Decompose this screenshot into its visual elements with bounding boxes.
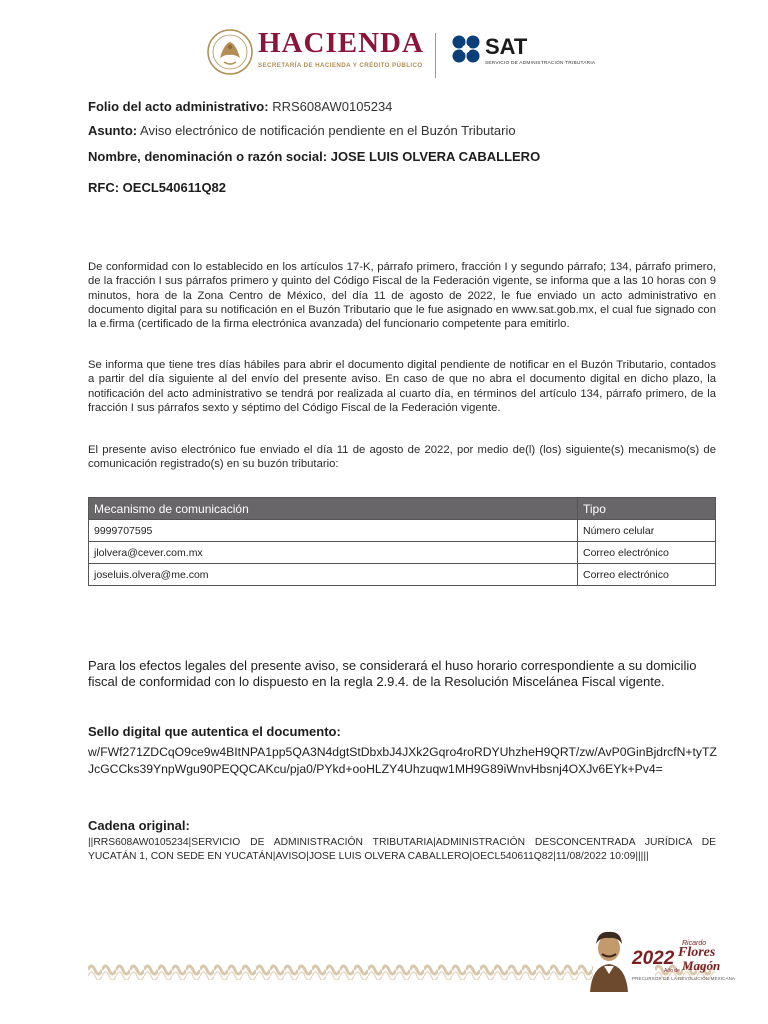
footer-year: 2022 [632, 948, 675, 969]
paragraph-notification: De conformidad con lo establecido en los artículos 17-K, párrafo primero, fracción I y segundo párrafo; 134, párrafo primero, de la fracción I sus párrafos primero y quinto del Código Fiscal de la Federación vigente, se informa que a las 10 horas con 9 minutos, hora de la Zona Centro de México, del día 11 de agosto de 2022, le fue enviado un acto administrativo en documento digital para su notificación en el Buzón Tributario que le fue asignado en www.sat.gob.mx, el cual fue signado con la e.firma (certificado de la firma electrónica avanzada) del funcionario competente para emitirlo. [88, 261, 716, 331]
footer-tagline: PRECURSOR DE LA REVOLUCIÓN MEXICANA [632, 976, 736, 981]
rfc-label: RFC: [88, 180, 120, 195]
table-header-row [89, 498, 716, 520]
flores-magon-footer-logo [586, 928, 736, 992]
decorative-band-left [88, 960, 593, 980]
hacienda-subtitle: SECRETARÍA DE HACIENDA Y CRÉDITO PÚBLICO [258, 62, 423, 69]
nombre-line [88, 149, 540, 164]
type-cell: Correo electrónico [578, 542, 716, 564]
folio-label: Folio del acto administrativo: [88, 99, 269, 114]
flores-magon-portrait-icon [586, 928, 632, 992]
mechanism-cell: joseluis.olvera@me.com [89, 564, 578, 586]
sello-value: w/FWf271ZDCqO9ce9w4BItNPA1pp5QA3N4dgtStDbxbJ4JXk2Gqro4roRDYUhzheH9QRT/zw/AvP0GinBjdrcfN+tyTZJcGCCks39YnpWgu90PEQQCAKcu/pja0/PYkd+ooHLZY4Uhzuqw1MH9G89iWnvHbsnj4OXJv6EYk+Pv4= [88, 745, 717, 776]
asunto-value: Aviso electrónico de notificación pendiente en el Buzón Tributario [140, 123, 516, 138]
sello-label: Sello digital que autentica el documento: [88, 724, 341, 739]
column-header-mecanismo: Mecanismo de comunicación [89, 498, 578, 520]
sat-title: SAT [485, 34, 528, 59]
rfc-line [88, 180, 226, 195]
column-header-tipo: Tipo [578, 498, 716, 520]
folio-value: RRS608AW0105234 [272, 99, 393, 114]
document-header [200, 20, 610, 90]
footer-name-first: Flores [678, 945, 716, 960]
cadena-value: ||RRS608AW0105234|SERVICIO DE ADMINISTRACIÓN TRIBUTARIA|ADMINISTRACIÓN DESCONCENTRADA JURÍDICA DE YUCATÁN 1, CON SEDE EN YUCATÁN|AVISO|JOSE LUIS OLVERA CABALLERO|OECL540611Q82|11/08/2022 10:09||||| [88, 837, 716, 862]
table-row [89, 520, 716, 542]
footer-name-small: Ricardo [682, 940, 707, 947]
asunto-line [88, 123, 516, 138]
table-row [89, 542, 716, 564]
header-divider [435, 33, 436, 78]
mechanism-cell: 9999707595 [89, 520, 578, 542]
mechanism-cell: jlolvera@cever.com.mx [89, 542, 578, 564]
nombre-value: JOSE LUIS OLVERA CABALLERO [330, 149, 541, 164]
rfc-value: OECL540611Q82 [122, 180, 227, 195]
folio-line [88, 99, 392, 114]
cadena-label: Cadena original: [88, 818, 190, 833]
footer-year-caption: Año de [664, 968, 680, 974]
hacienda-title: HACIENDA [258, 27, 424, 59]
table-row [89, 564, 716, 586]
communication-mechanisms-table [88, 497, 716, 586]
paragraph-deadline: Se informa que tiene tres días hábiles para abrir el documento digital pendiente de notificar en el Buzón Tributario, contados a partir del día siguiente al del envío del presente aviso. En caso de que no abra el documento digital en dicho plazo, la notificación del acto administrativo se tendrá por realizada al cuarto día, en términos del artículo 134, párrafo primero, de la fracción I sus párrafos sexto y séptimo del Código Fiscal de la Federación vigente. [88, 359, 716, 414]
asunto-label: Asunto: [88, 123, 138, 138]
nombre-label: Nombre, denominación o razón social: [88, 149, 328, 164]
type-cell: Correo electrónico [578, 564, 716, 586]
sat-logo-icon [450, 33, 482, 65]
sat-subtitle: SERVICIO DE ADMINISTRACIÓN TRIBUTARIA [485, 61, 596, 66]
footer-name-last: Magón [682, 958, 721, 973]
paragraph-mechanisms: El presente aviso electrónico fue enviado el día 11 de agosto de 2022, por medio de(l) (los) siguiente(s) mecanismo(s) de comunicación registrado(s) en su buzón tributario: [88, 444, 716, 471]
paragraph-time-zone: Para los efectos legales del presente aviso, se considerará el huso horario correspondiente a su domicilio fiscal de conformidad con lo dispuesto en la regla 2.9.4. de la Resolución Miscelánea Fiscal vigente. [88, 658, 697, 689]
mexico-coat-of-arms-icon [206, 28, 254, 76]
type-cell: Número celular [578, 520, 716, 542]
